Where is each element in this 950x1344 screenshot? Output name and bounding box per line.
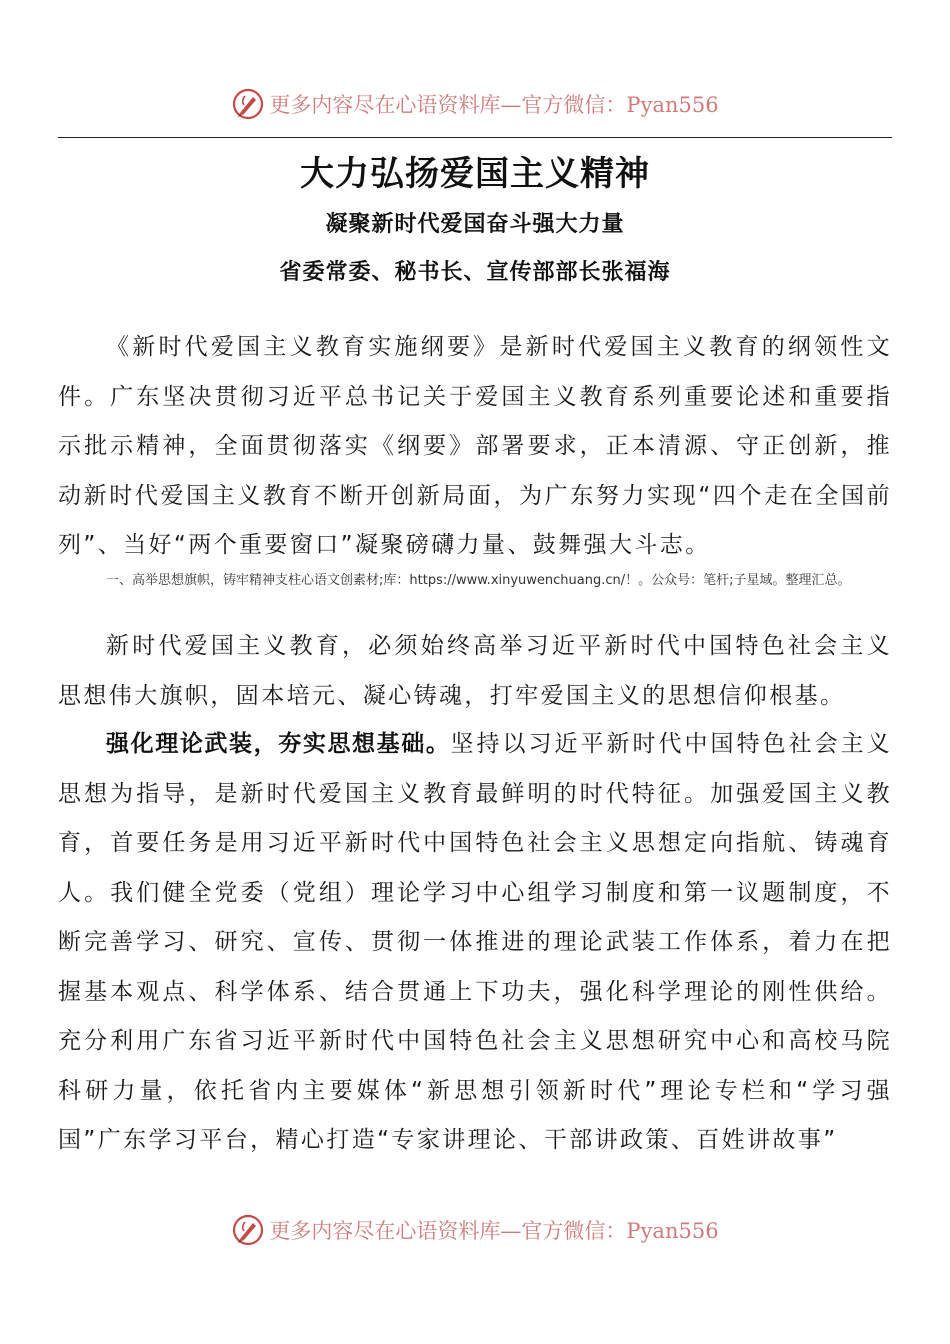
- watermark-banner-top: [0, 84, 950, 124]
- pen-logo-icon: [231, 1213, 265, 1247]
- paragraph-section-one: 新时代爱国主义教育，必须始终高举习近平新时代中国特色社会主义思想伟大旗帜，固本培元、凝心铸魂，打牢爱国主义的思想信仰根基。: [58, 633, 892, 709]
- document-subtitle: 凝聚新时代爱国奋斗强大力量: [325, 211, 625, 237]
- paragraph-theory-text: 坚持以习近平新时代中国特色社会主义思想为指导，是新时代爱国主义教育最鲜明的时代特征。加强爱国主义教育，首要任务是用习近平新时代中国特色社会主义思想定向指航、铸魂育人。我们健全党委（党组）理论学习中心组学习制度和第一议题制度，不断完善学习、研究、宣传、贯彻一体推进的理论武装工作体系，着力在把握基本观点、科学体系、结合贯通上下功夫，强化科学理论的刚性供给。充分利用广东省习近平新时代中国特色社会主义思想研究中心和高校马院科研力量，依托省内主要媒体“新思想引领新时代”理论专栏和“学习强国”广东学习平台，精心打造“专家讲理论、干部讲政策、百姓讲故事”: [58, 731, 892, 1153]
- header-divider: [58, 137, 892, 138]
- watermark-banner-bottom: [0, 1210, 950, 1250]
- watermark-text: 更多内容尽在心语资料库—官方微信：Pyan556: [269, 93, 719, 117]
- document-title: 大力弘扬爱国主义精神: [300, 154, 650, 194]
- source-note: 一、高举思想旗帜，铸牢精神支柱心语文创素材;库：https://www.xinyuwenchuang.cn/！。公众号：笔杆;子星域。整理汇总。: [106, 573, 851, 588]
- paragraph-intro: 《新时代爱国主义教育实施纲要》是新时代爱国主义教育的纲领性文件。广东坚决贯彻习近平总书记关于爱国主义教育系列重要论述和重要指示批示精神，全面贯彻落实《纲要》部署要求，正本清源、守正创新，推动新时代爱国主义教育不断开创新局面，为广东努力实现“四个走在全国前列”、当好“两个重要窗口”凝聚磅礴力量、鼓舞强大斗志。: [58, 334, 892, 558]
- paragraph-theory: [58, 720, 892, 1166]
- watermark-text: 更多内容尽在心语资料库—官方微信：Pyan556: [269, 1219, 719, 1243]
- pen-logo-icon: [231, 87, 265, 121]
- document-author: 省委常委、秘书长、宣传部部长张福海: [279, 259, 671, 285]
- paragraph-lead-heading: 强化理论武装，夯实思想基础。: [106, 731, 451, 757]
